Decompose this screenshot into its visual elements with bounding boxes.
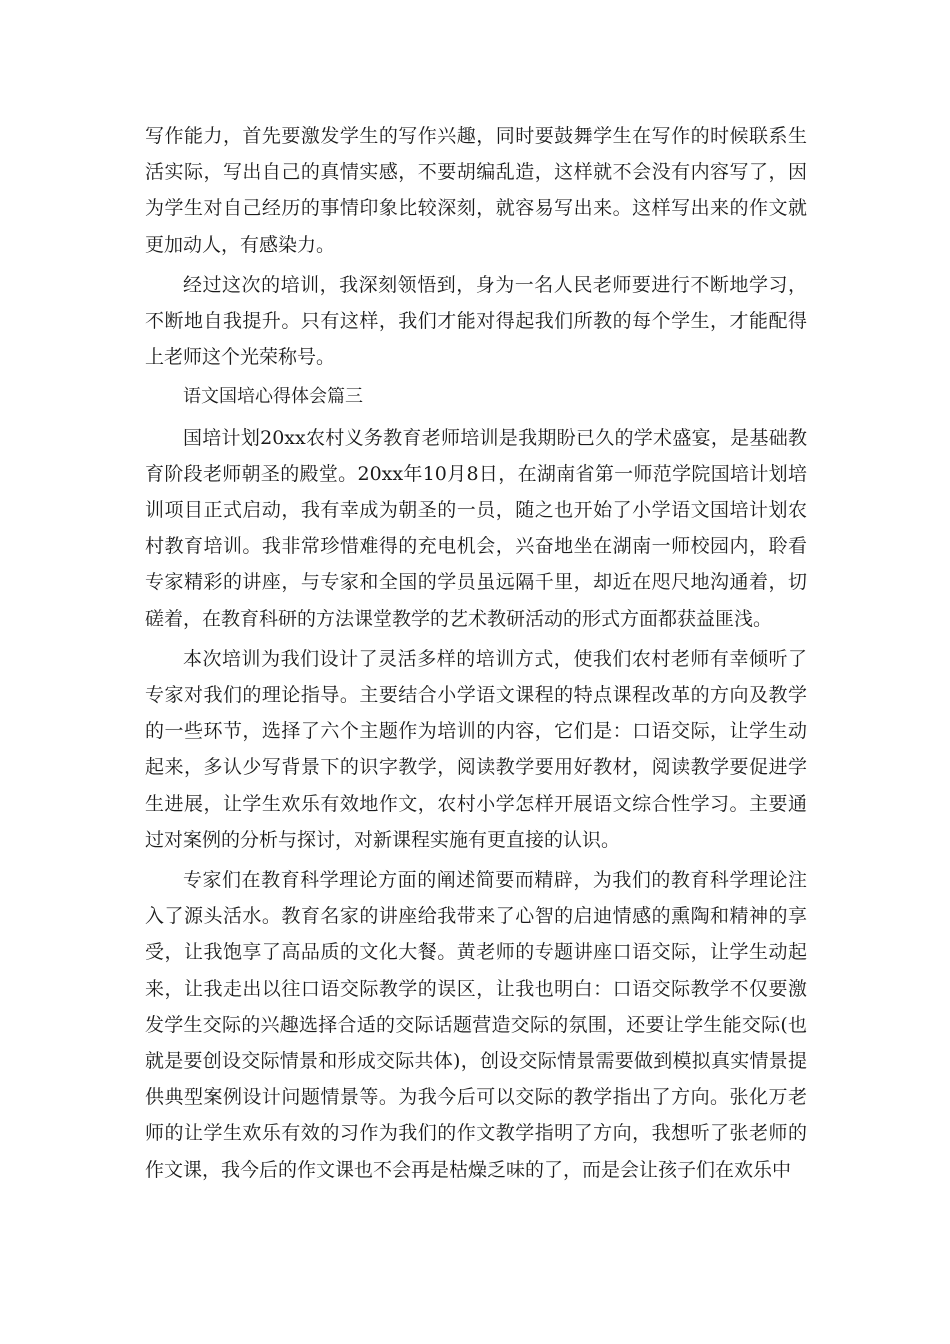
paragraph: 本次培训为我们设计了灵活多样的培训方式，使我们农村老师有幸倾听了专家对我们的理论指导。主要结合小学语文课程的特点课程改革的方向及教学的一些环节，选择了六个主题作为培训的内容，它们是：口语交际，让学生动起来，多认少写背景下的识字教学，阅读教学要用好教材，阅读教学要促进学生进展，让学生欢乐有效地作文，农村小学怎样开展语文综合性学习。主要通过对案例的分析与探讨，对新课程实施有更直接的认识。 xyxy=(145,647,807,851)
section-heading: 语文国培心得体会篇三 xyxy=(183,386,363,408)
paragraph: 专家们在教育科学理论方面的阐述简要而精辟，为我们的教育科学理论注入了源头活水。教育名家的讲座给我带来了心智的启迪情感的熏陶和精神的享受，让我饱享了高品质的文化大餐。黄老师的专题讲座口语交际，让学生动起来，让我走出以往口语交际教学的误区，让我也明白：口语交际教学不仅要激发学生交际的兴趣选择合适的交际话题营造交际的氛围，还要让学生能交际(也就是要创设交际情景和形成交际共体)，创设交际情景需要做到模拟真实情景提供典型案例设计问题情景等。为我今后可以交际的教学指出了方向。张化万老师的让学生欢乐有效的习作为我们的作文教学指明了方向，我想听了张老师的作文课，我今后的作文课也不会再是枯燥乏味的了，而是会让孩子们在欢乐中 xyxy=(145,869,807,1181)
paragraph: 经过这次的培训，我深刻领悟到，身为一名人民老师要进行不断地学习，不断地自我提升。只有这样，我们才能对得起我们所教的每个学生，才能配得上老师这个光荣称号。 xyxy=(145,273,807,369)
document-body xyxy=(145,118,807,1192)
paragraph-continuation: 写作能力，首先要激发学生的写作兴趣，同时要鼓舞学生在写作的时候联系生活实际，写出自己的真情实感，不要胡编乱造，这样就不会没有内容写了，因为学生对自己经历的事情印象比较深刻，就容易写出来。这样写出来的作文就更加动人，有感染力。 xyxy=(145,125,807,256)
paragraph: 国培计划20xx农村义务教育老师培训是我期盼已久的学术盛宴，是基础教育阶段老师朝圣的殿堂。20xx年10月8日，在湖南省第一师范学院国培计划培训项目正式启动，我有幸成为朝圣的一员，随之也开始了小学语文国培计划农村教育培训。我非常珍惜难得的充电机会，兴奋地坐在湖南一师校园内，聆看专家精彩的讲座，与专家和全国的学员虽远隔千里，却近在咫尺地沟通着，切磋着，在教育科研的方法课堂教学的艺术教研活动的形式方面都获益匪浅。 xyxy=(145,426,807,630)
